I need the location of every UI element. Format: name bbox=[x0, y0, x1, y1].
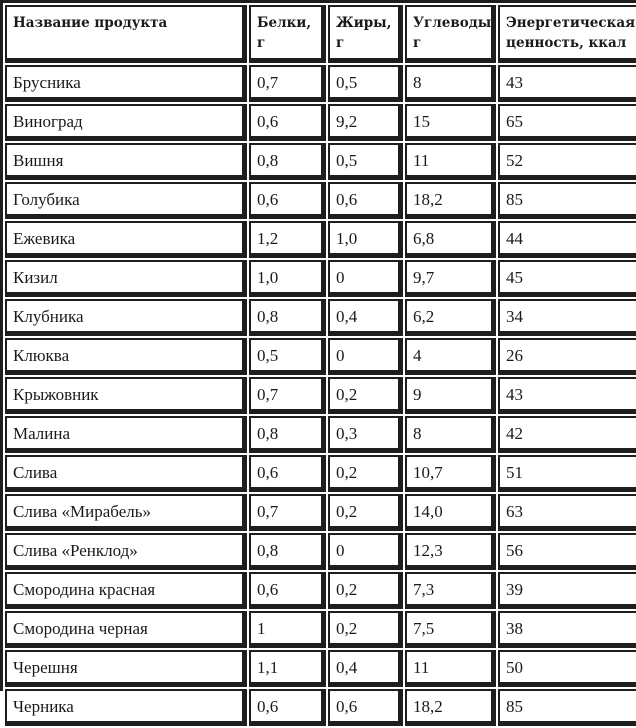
table-header-row bbox=[5, 5, 636, 63]
cell-protein: 0,8 bbox=[249, 416, 326, 453]
cell-product: Слива «Мирабель» bbox=[5, 494, 247, 531]
cell-product: Слива bbox=[5, 455, 247, 492]
cell-product: Смородина черная bbox=[5, 611, 247, 648]
cell-fat: 9,2 bbox=[328, 104, 403, 141]
cell-product: Кизил bbox=[5, 260, 247, 297]
cell-protein: 0,8 bbox=[249, 143, 326, 180]
cell-protein: 0,6 bbox=[249, 572, 326, 609]
cell-protein: 0,8 bbox=[249, 299, 326, 336]
cell-energy: 34 bbox=[498, 299, 636, 336]
cell-energy: 43 bbox=[498, 377, 636, 414]
table-row bbox=[5, 650, 636, 687]
table-row bbox=[5, 416, 636, 453]
cell-carbs: 12,3 bbox=[405, 533, 496, 570]
cell-fat: 0,2 bbox=[328, 377, 403, 414]
cell-carbs: 8 bbox=[405, 65, 496, 102]
table-row bbox=[5, 65, 636, 102]
cell-protein: 0,6 bbox=[249, 104, 326, 141]
cell-protein: 0,7 bbox=[249, 377, 326, 414]
cell-product: Виноград bbox=[5, 104, 247, 141]
cell-fat: 0,2 bbox=[328, 494, 403, 531]
table-row bbox=[5, 377, 636, 414]
cell-fat: 0,2 bbox=[328, 572, 403, 609]
table-row bbox=[5, 611, 636, 648]
cell-energy: 56 bbox=[498, 533, 636, 570]
cell-protein: 1 bbox=[249, 611, 326, 648]
cell-energy: 26 bbox=[498, 338, 636, 375]
cell-fat: 0,6 bbox=[328, 182, 403, 219]
cell-fat: 0,5 bbox=[328, 143, 403, 180]
cell-protein: 1,2 bbox=[249, 221, 326, 258]
cell-product: Брусника bbox=[5, 65, 247, 102]
header-energy-value: Энергетическая ценность, ккал bbox=[498, 5, 636, 63]
cell-product: Голубика bbox=[5, 182, 247, 219]
cell-energy: 44 bbox=[498, 221, 636, 258]
cell-energy: 85 bbox=[498, 689, 636, 726]
table-row bbox=[5, 182, 636, 219]
table-row bbox=[5, 494, 636, 531]
cell-product: Вишня bbox=[5, 143, 247, 180]
cell-protein: 0,5 bbox=[249, 338, 326, 375]
cell-energy: 85 bbox=[498, 182, 636, 219]
cell-product: Черника bbox=[5, 689, 247, 726]
cell-energy: 42 bbox=[498, 416, 636, 453]
cell-energy: 63 bbox=[498, 494, 636, 531]
cell-carbs: 6,8 bbox=[405, 221, 496, 258]
table-row bbox=[5, 689, 636, 726]
table-row bbox=[5, 455, 636, 492]
cell-fat: 0 bbox=[328, 260, 403, 297]
cell-product: Клубника bbox=[5, 299, 247, 336]
cell-product: Крыжовник bbox=[5, 377, 247, 414]
cell-carbs: 9,7 bbox=[405, 260, 496, 297]
berry-nutrition-table bbox=[3, 3, 636, 728]
cell-energy: 39 bbox=[498, 572, 636, 609]
header-product-name: Название продукта bbox=[5, 5, 247, 63]
cell-energy: 43 bbox=[498, 65, 636, 102]
table-row bbox=[5, 338, 636, 375]
cell-protein: 1,0 bbox=[249, 260, 326, 297]
cell-fat: 0,5 bbox=[328, 65, 403, 102]
table-row bbox=[5, 260, 636, 297]
cell-fat: 0,6 bbox=[328, 689, 403, 726]
header-carbohydrates: Углеводы, г bbox=[405, 5, 496, 63]
table-row bbox=[5, 143, 636, 180]
table-row bbox=[5, 299, 636, 336]
cell-product: Клюква bbox=[5, 338, 247, 375]
table-row bbox=[5, 572, 636, 609]
cell-product: Малина bbox=[5, 416, 247, 453]
cell-energy: 50 bbox=[498, 650, 636, 687]
cell-energy: 65 bbox=[498, 104, 636, 141]
cell-protein: 0,6 bbox=[249, 455, 326, 492]
cell-protein: 0,6 bbox=[249, 689, 326, 726]
cell-fat: 0 bbox=[328, 338, 403, 375]
cell-energy: 52 bbox=[498, 143, 636, 180]
cell-carbs: 7,3 bbox=[405, 572, 496, 609]
cell-carbs: 11 bbox=[405, 143, 496, 180]
cell-fat: 0,2 bbox=[328, 611, 403, 648]
cell-fat: 0,3 bbox=[328, 416, 403, 453]
cell-protein: 1,1 bbox=[249, 650, 326, 687]
cell-carbs: 10,7 bbox=[405, 455, 496, 492]
cell-carbs: 6,2 bbox=[405, 299, 496, 336]
header-protein: Белки, г bbox=[249, 5, 326, 63]
cell-carbs: 14,0 bbox=[405, 494, 496, 531]
cell-carbs: 9 bbox=[405, 377, 496, 414]
cell-carbs: 11 bbox=[405, 650, 496, 687]
cell-protein: 0,7 bbox=[249, 65, 326, 102]
cell-product: Ежевика bbox=[5, 221, 247, 258]
cell-product: Смородина красная bbox=[5, 572, 247, 609]
cell-product: Черешня bbox=[5, 650, 247, 687]
cell-protein: 0,7 bbox=[249, 494, 326, 531]
cell-carbs: 18,2 bbox=[405, 182, 496, 219]
table-row bbox=[5, 221, 636, 258]
table-row bbox=[5, 104, 636, 141]
cell-protein: 0,6 bbox=[249, 182, 326, 219]
cell-energy: 38 bbox=[498, 611, 636, 648]
cell-carbs: 8 bbox=[405, 416, 496, 453]
cell-product: Слива «Ренклод» bbox=[5, 533, 247, 570]
cell-carbs: 15 bbox=[405, 104, 496, 141]
cell-fat: 0 bbox=[328, 533, 403, 570]
cell-energy: 45 bbox=[498, 260, 636, 297]
cell-protein: 0,8 bbox=[249, 533, 326, 570]
header-fat: Жиры, г bbox=[328, 5, 403, 63]
cell-fat: 0,2 bbox=[328, 455, 403, 492]
cell-fat: 1,0 bbox=[328, 221, 403, 258]
cell-carbs: 4 bbox=[405, 338, 496, 375]
cell-carbs: 18,2 bbox=[405, 689, 496, 726]
table-row bbox=[5, 533, 636, 570]
cell-carbs: 7,5 bbox=[405, 611, 496, 648]
table-body bbox=[5, 65, 636, 726]
cell-fat: 0,4 bbox=[328, 650, 403, 687]
cell-energy: 51 bbox=[498, 455, 636, 492]
cell-fat: 0,4 bbox=[328, 299, 403, 336]
